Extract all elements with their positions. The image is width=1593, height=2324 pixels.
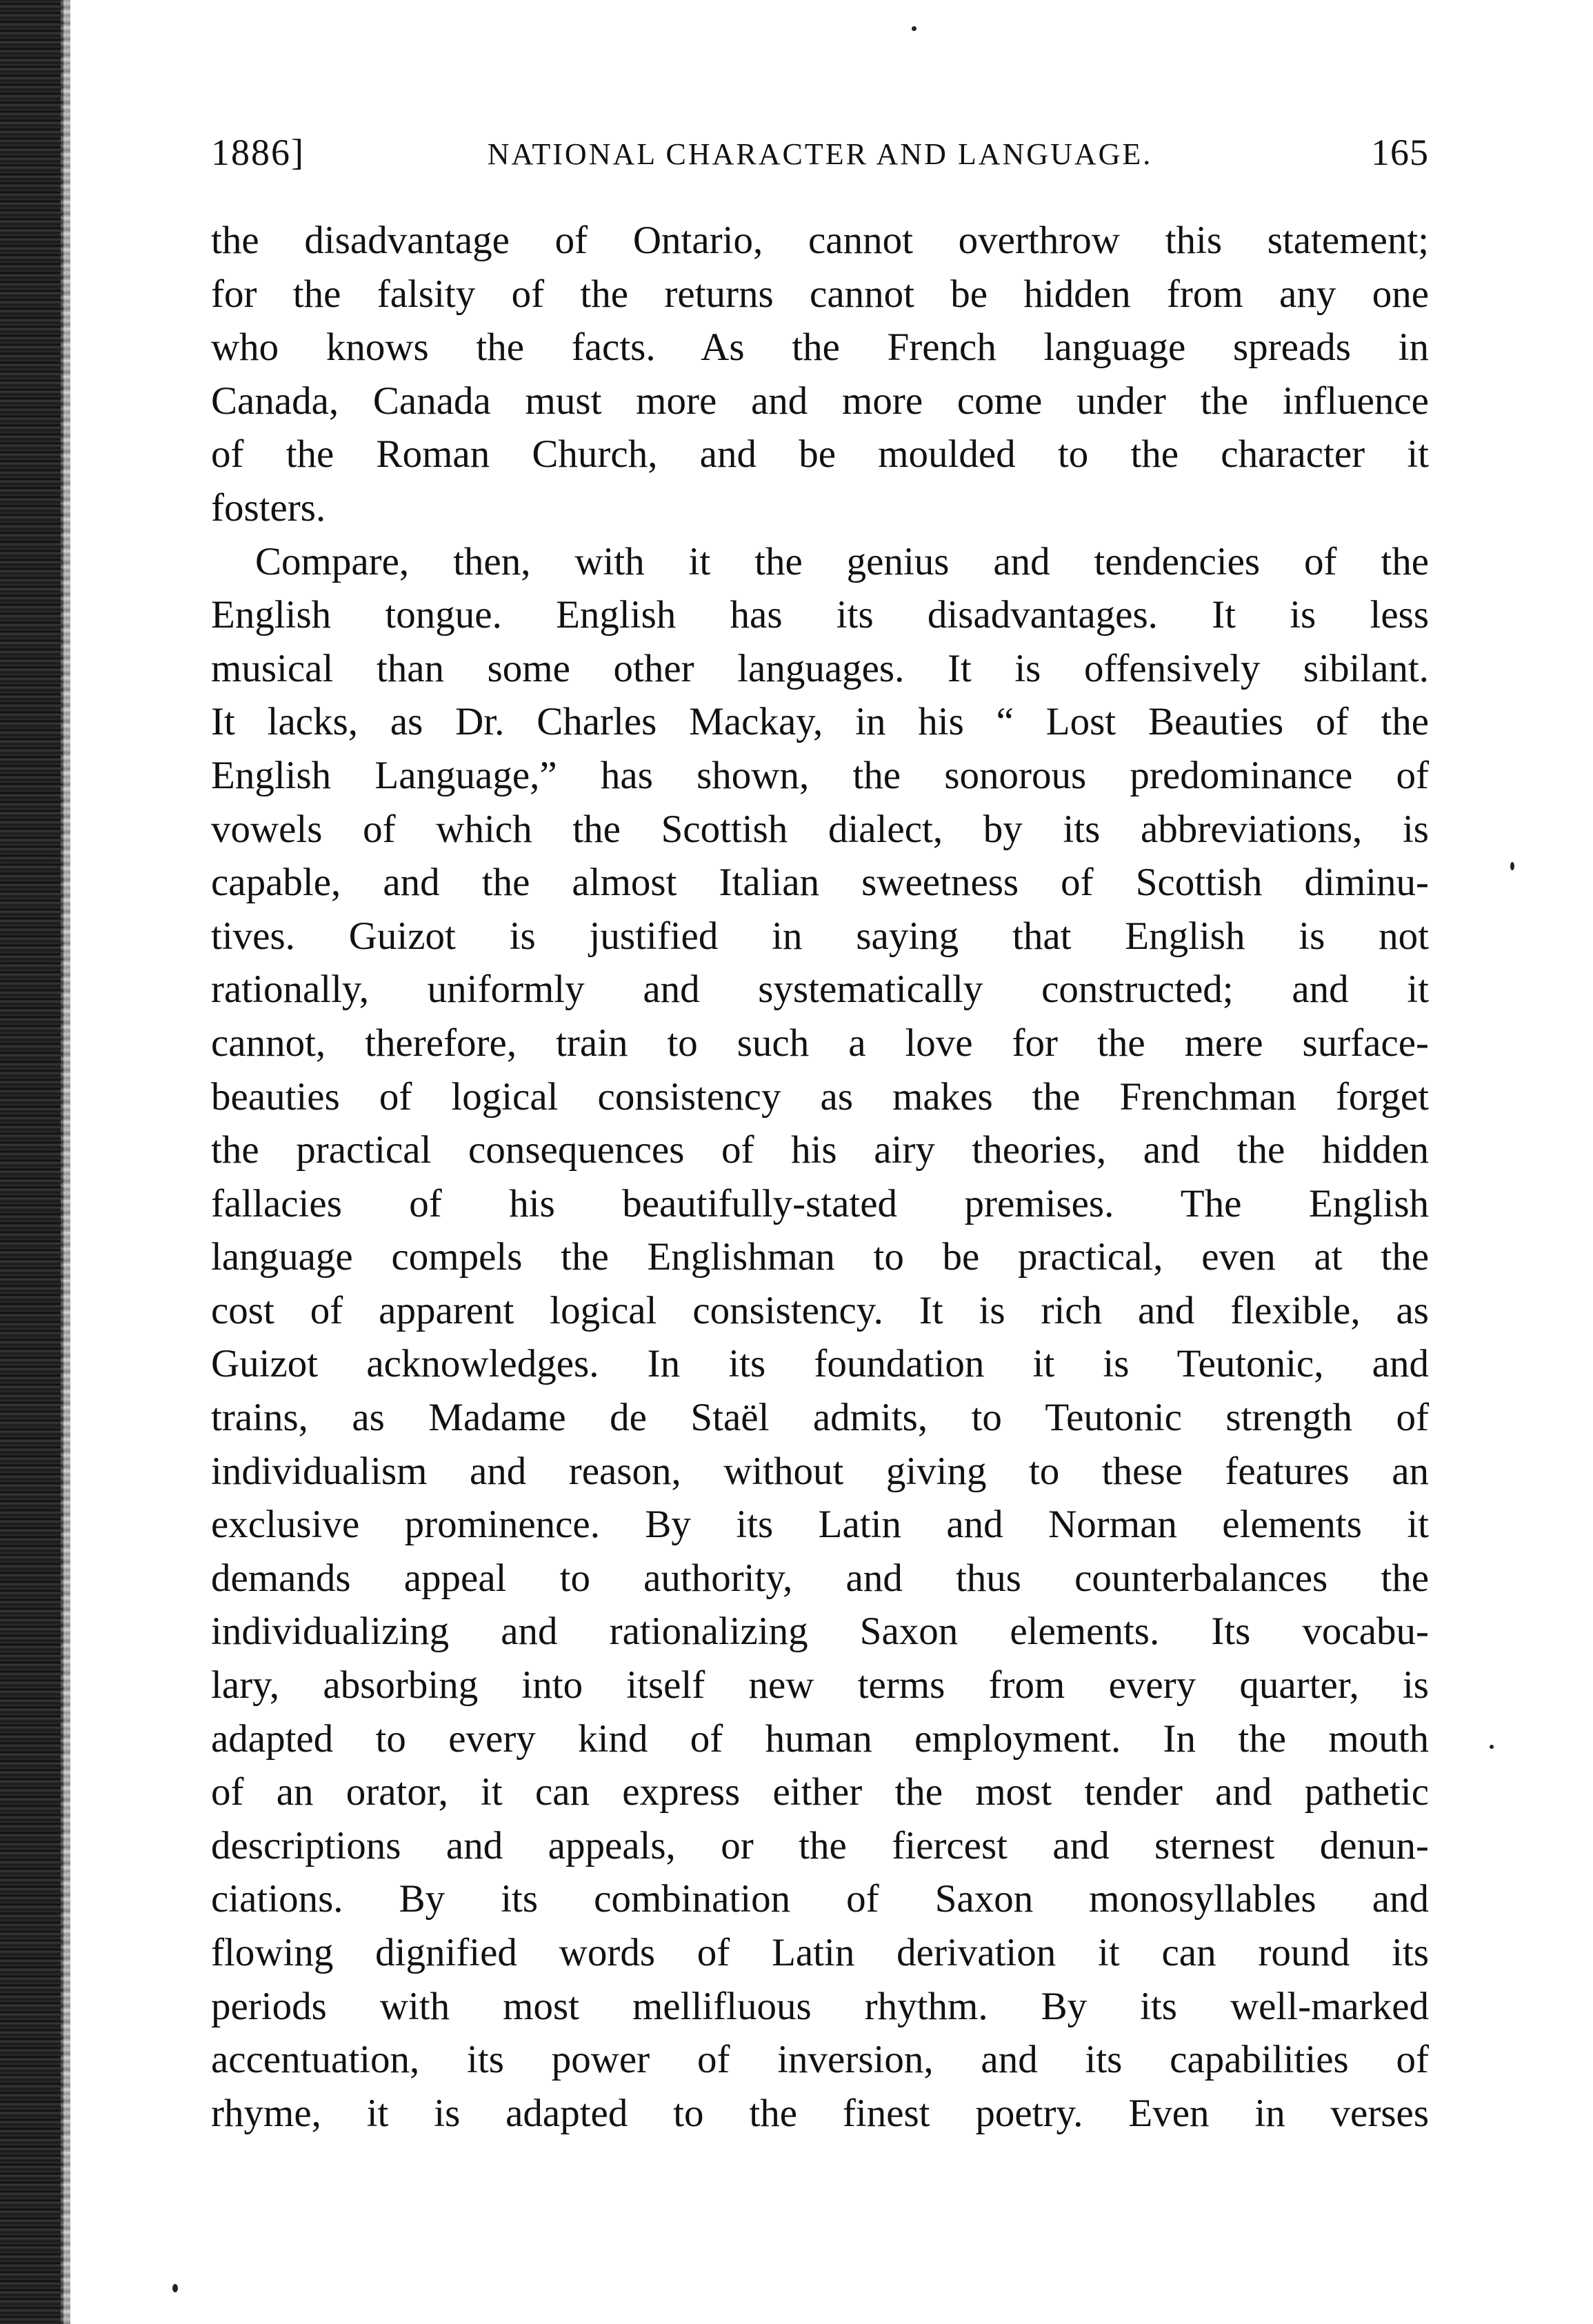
text-line: individualizing and rationalizing Saxon elements. Its vocabu- (211, 1610, 1429, 1654)
text-line: lary, absorbing into itself new terms from every quarter, is (211, 1663, 1429, 1707)
text-line: flowing dignified words of Latin derivation it can round its (211, 1931, 1429, 1974)
text-line: Canada, Canada must more and more come under the influence (211, 379, 1429, 423)
text-line: fallacies of his beautifully-stated premises. The English (211, 1181, 1429, 1225)
text-line: of an orator, it can express either the most tender and pathetic (211, 1770, 1429, 1814)
text-line: the practical consequences of his airy theories, and the hidden (211, 1128, 1429, 1172)
scan-speck (912, 26, 916, 31)
text-line: exclusive prominence. By its Latin and Norman elements it (211, 1503, 1429, 1547)
running-header (211, 131, 1429, 186)
text-line: capable, and the almost Italian sweetness of Scottish diminu- (211, 861, 1429, 905)
scan-speck (1510, 862, 1514, 870)
text-line: of the Roman Church, and be moulded to the character it (211, 432, 1429, 477)
text-line: Guizot acknowledges. In its foundation it is Teutonic, and (211, 1342, 1429, 1386)
text-line: ciations. By its combination of Saxon monosyllables and (211, 1877, 1429, 1921)
scan-speck (1490, 1745, 1494, 1749)
text-line: demands appeal to authority, and thus counterbalances the (211, 1556, 1429, 1600)
running-header-title: NATIONAL CHARACTER AND LANGUAGE. (487, 137, 1153, 171)
text-line: It lacks, as Dr. Charles Mackay, in his “ Lost Beauties of the (211, 700, 1429, 744)
page-number: 165 (1371, 132, 1429, 173)
text-line: cost of apparent logical consistency. It is rich and flexible, as (211, 1288, 1429, 1332)
text-line: the disadvantage of Ontario, cannot overthrow this statement; (211, 219, 1429, 262)
text-line: individualism and reason, without giving to these features an (211, 1449, 1429, 1493)
text-line: fosters. (211, 485, 326, 530)
text-line: English tongue. English has its disadvantages. It is less (211, 593, 1429, 637)
text-line: rhyme, it is adapted to the finest poetry. Even in verses (211, 2091, 1429, 2135)
text-line: trains, as Madame de Staël admits, to Teutonic strength of (211, 1396, 1429, 1440)
text-line: for the falsity of the returns cannot be hidden from any one (211, 272, 1429, 316)
text-line: language compels the Englishman to be practical, even at the (211, 1235, 1429, 1279)
text-line: who knows the facts. As the French language spreads in (211, 325, 1429, 370)
text-line: beauties of logical consistency as makes the Frenchman forget (211, 1074, 1429, 1119)
text-line: accentuation, its power of inversion, and its capabilities of (211, 2038, 1429, 2082)
running-header-year: 1886] (211, 132, 305, 173)
text-line: vowels of which the Scottish dialect, by its abbreviations, is (211, 807, 1429, 851)
text-line: musical than some other languages. It is offensively sibilant. (211, 646, 1429, 690)
text-line: descriptions and appeals, or the fiercest and sternest denun- (211, 1823, 1429, 1867)
text-line: periods with most mellifluous rhythm. By its well-marked (211, 1984, 1429, 2028)
text-line: adapted to every kind of human employment. In the mouth (211, 1716, 1429, 1761)
text-line: cannot, therefore, train to such a love for the mere surface- (211, 1021, 1429, 1065)
text-line: rationally, uniformly and systematically constructed; and it (211, 968, 1429, 1012)
text-line: English Language,” has shown, the sonorous predominance of (211, 753, 1429, 797)
body-text (211, 214, 1429, 2140)
text-line: tives. Guizot is justified in saying that English is not (211, 914, 1429, 958)
scan-speck (172, 2284, 178, 2292)
page-binding-edge (0, 0, 63, 2324)
paragraph-start-line: Compare, then, with it the genius and tendencies of the (255, 539, 1429, 583)
